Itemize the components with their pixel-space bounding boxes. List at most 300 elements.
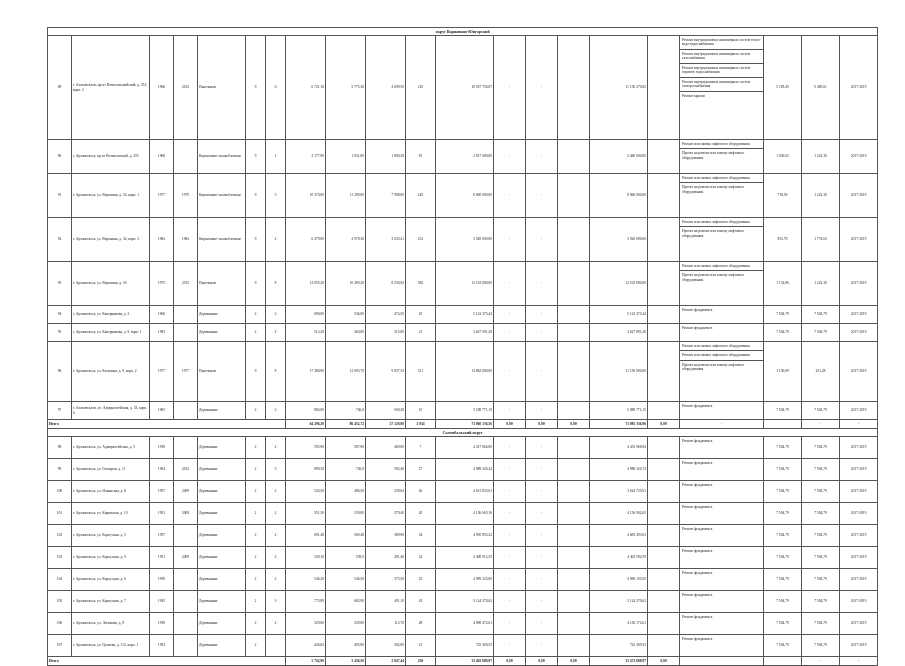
work-list — [680, 262, 763, 284]
fund-cell — [558, 36, 590, 140]
repair-year-cell — [174, 306, 198, 324]
unit-sum — [764, 420, 802, 429]
fund-cell: - — [526, 591, 558, 613]
work-item: Ремонт фундамента — [682, 461, 713, 465]
total-area-cell: 899,30 — [286, 459, 326, 481]
owner-funds-cell: 4 402 592,59 — [590, 547, 648, 569]
unit-cost-cell: 853,70 — [764, 218, 802, 262]
work-list — [680, 342, 763, 374]
cost-cell: 5 123 375,44 — [436, 306, 494, 324]
floors-cell: 9 — [246, 218, 266, 262]
wall-material-cell: Панельные — [198, 262, 246, 306]
row-number: 90 — [48, 140, 72, 174]
fund-cell: - — [494, 262, 526, 306]
unit-cost-cell: 7 504,79 — [764, 613, 802, 635]
work-types-cell — [680, 613, 764, 635]
address-cell: г. Архангельск, ул. Логинова, д. 8 — [72, 613, 150, 635]
period-cell: 2017-2019 — [840, 635, 878, 657]
work-item: Ремонт фундамента — [682, 308, 713, 312]
period-cell: 2017-2019 — [840, 36, 878, 140]
work-types-cell — [680, 36, 764, 140]
table-row — [48, 635, 878, 657]
total-area-cell: 329,60 — [286, 613, 326, 635]
fund-cell — [648, 306, 680, 324]
entrances-cell: 2 — [266, 613, 286, 635]
private-area-cell: 375,50 — [366, 569, 406, 591]
fund-cell: - — [526, 547, 558, 569]
wall-material-cell: Деревянные — [198, 547, 246, 569]
unit-cost-cell: 1 152,86 — [764, 262, 802, 306]
work-list — [680, 324, 763, 332]
row-number: 107 — [48, 635, 72, 657]
living-area-cell: 569,40 — [326, 525, 366, 547]
build-year-cell: 1939 — [150, 613, 174, 635]
work-types-cell — [680, 342, 764, 402]
address-cell: г. Архангельск, ул. Адмиралтейская, д. 5 — [72, 437, 150, 459]
fund-cell — [648, 569, 680, 591]
repair-year-cell — [174, 324, 198, 342]
build-year-cell: 1957 — [150, 481, 174, 503]
limit-cost-cell: 1 222,30 — [802, 262, 840, 306]
period-cell: 2017-2019 — [840, 218, 878, 262]
fund-cell — [648, 525, 680, 547]
floors-cell: 2 — [246, 324, 266, 342]
wall-material-cell: Деревянные — [198, 569, 246, 591]
work-item: Проект на ремонт или замену лифтового оборудования — [682, 362, 745, 372]
fund-cell — [648, 262, 680, 306]
residents-cell: 10 — [406, 402, 436, 420]
repair-year-cell: 2009 — [174, 547, 198, 569]
build-year-cell: 1951 — [150, 503, 174, 525]
unit-cost-cell: 7 504,79 — [764, 459, 802, 481]
fund-cell — [558, 547, 590, 569]
work-types-cell — [680, 569, 764, 591]
fund-cell — [648, 635, 680, 657]
build-year-cell: 1983 — [150, 324, 174, 342]
work-item: Ремонт фундамента — [682, 483, 713, 487]
fund-cell — [648, 591, 680, 613]
fund-cell — [558, 174, 590, 218]
unit-cost-cell: 7 504,79 — [764, 324, 802, 342]
repair-year-cell: 1977 — [174, 342, 198, 402]
work-item: Ремонт фундамента — [682, 439, 713, 443]
entrances-cell: 2 — [266, 503, 286, 525]
wall-material-cell: Деревянные — [198, 503, 246, 525]
private-area-cell: 279,40 — [366, 503, 406, 525]
unit-sum — [764, 657, 802, 666]
floors-cell: 2 — [246, 635, 266, 657]
fund-cell: - — [526, 503, 558, 525]
work-list — [680, 569, 763, 577]
private-area-cell: 1 800,30 — [366, 140, 406, 174]
row-number: 93 — [48, 262, 72, 306]
fund-cell — [648, 324, 680, 342]
fund-cell — [558, 503, 590, 525]
floors-cell: 2 — [246, 459, 266, 481]
table-row — [48, 613, 878, 635]
period-cell: 2017-2019 — [840, 324, 878, 342]
table-row — [48, 324, 878, 342]
fund-cell — [648, 613, 680, 635]
floors-cell: 2 — [246, 402, 266, 420]
row-number: 89 — [48, 36, 72, 140]
limit-cost-cell: 7 504,79 — [802, 324, 840, 342]
work-sum: - — [680, 420, 764, 429]
work-item: Ремонт внутридомовых инженерных систем газоснабжения — [680, 49, 763, 63]
total-area-cell: 690,00 — [286, 306, 326, 324]
living-area-cell: 746,0 — [326, 402, 366, 420]
table-row — [48, 437, 878, 459]
fund-sum: 0,00 — [526, 657, 558, 666]
work-item: Ремонт или замена лифтового оборудования — [680, 174, 763, 183]
build-year-cell: 1951 — [150, 547, 174, 569]
wall-material-cell: Панельные — [198, 36, 246, 140]
residents-cell: 21 — [406, 324, 436, 342]
entrances-cell: 2 — [266, 306, 286, 324]
period-cell: 2017-2019 — [840, 459, 878, 481]
period-cell: 2017-2019 — [840, 140, 878, 174]
table-row — [48, 140, 878, 174]
repair-year-cell: 1982 — [174, 218, 198, 262]
address-cell: г. Архангельск, ул. Корпусная, д. 5 — [72, 525, 150, 547]
wall-material-cell: Панельные — [198, 342, 246, 402]
fund-cell — [558, 525, 590, 547]
owner-funds-cell: 5 088 771,15 — [590, 402, 648, 420]
cost-cell: 10 937 756,87 — [436, 36, 494, 140]
work-list — [680, 140, 763, 162]
residents-cell: 511 — [406, 342, 436, 402]
living-area-sum: 86 452,72 — [326, 420, 366, 429]
table-row — [48, 569, 878, 591]
total-area-cell: 512,20 — [286, 324, 326, 342]
work-list — [680, 613, 763, 621]
repair-year-cell — [174, 402, 198, 420]
fund-cell: - — [526, 569, 558, 591]
residents-cell: 34 — [406, 525, 436, 547]
address-cell: г. Архангельск, ул. Корпусная, д. 7 — [72, 591, 150, 613]
cost-cell: 8 060 000,00 — [436, 174, 494, 218]
floors-cell: 9 — [246, 174, 266, 218]
fund-cell — [558, 613, 590, 635]
work-item: Ремонт или замена лифтового оборудования — [680, 351, 763, 360]
row-number: 99 — [48, 459, 72, 481]
total-area-cell: 773,89 — [286, 591, 326, 613]
total-area-cell: 13 055,20 — [286, 262, 326, 306]
fund-cell: - — [494, 613, 526, 635]
total-area-cell: 6 721,10 — [286, 36, 326, 140]
residents-cell: 81 — [406, 140, 436, 174]
period-cell: 2017-2019 — [840, 613, 878, 635]
total-area-cell: 10 370,00 — [286, 174, 326, 218]
build-year-cell: 1966 — [150, 36, 174, 140]
owner-funds-cell: 725 369,53 — [590, 635, 648, 657]
entrances-cell: 3 — [266, 459, 286, 481]
section-title: округ Варнавино-Юнгорский — [48, 28, 878, 36]
work-types-cell — [680, 218, 764, 262]
cost-cell: 4 099 225,00 — [436, 569, 494, 591]
fund-cell: - — [494, 140, 526, 174]
build-year-cell: 1939 — [150, 437, 174, 459]
total-label: Итого — [48, 420, 286, 429]
wall-material-cell: Деревянные — [198, 481, 246, 503]
work-item: Ремонт крыши — [682, 93, 705, 98]
table-row — [48, 481, 878, 503]
fund-cell — [558, 262, 590, 306]
cost-cell: 5 188 771,15 — [436, 402, 494, 420]
address-cell: г. Архангельск, ул. Воронина, д. 33 — [72, 262, 150, 306]
total-area-cell: 546,20 — [286, 569, 326, 591]
work-list — [680, 481, 763, 489]
residents-cell: 20 — [406, 503, 436, 525]
work-list — [680, 306, 763, 314]
residents-cell: 25 — [406, 306, 436, 324]
build-year-cell: 1959 — [150, 569, 174, 591]
cost-cell: 2 817 000,00 — [436, 140, 494, 174]
living-area-cell: 405,80 — [326, 635, 366, 657]
fund-cell: - — [494, 342, 526, 402]
living-area-cell: 5 775,30 — [326, 36, 366, 140]
limit-cost-cell: 7 504,79 — [802, 503, 840, 525]
work-types-cell — [680, 481, 764, 503]
total-label: Итого — [48, 657, 286, 666]
limit-cost-cell: 1 774,63 — [802, 218, 840, 262]
work-item: Проект на ремонт или замену лифтового оборудования — [682, 185, 745, 194]
cost-sum: 33 402 689,97 — [436, 657, 494, 666]
repair-year-cell — [174, 613, 198, 635]
period-cell: 2017-2019 — [840, 547, 878, 569]
period-cell: 2017-2019 — [840, 342, 878, 402]
row-number: 97 — [48, 402, 72, 420]
build-year-cell: 1964 — [150, 459, 174, 481]
fund-cell: - — [494, 174, 526, 218]
address-cell: г. Архангельск, ул. Воронина, д. 32, корп. 3 — [72, 218, 150, 262]
work-item: Ремонт внутридомовых инженерных систем электроснабжения — [680, 77, 763, 91]
fund-cell: - — [494, 437, 526, 459]
fund-cell: - — [494, 36, 526, 140]
owner-funds-cell: 4 130 172,61 — [590, 613, 648, 635]
entrances-cell: 6 — [266, 36, 286, 140]
fund-cell: - — [494, 547, 526, 569]
address-cell: г. Архангельск, ул. Громова, д. 112, корп. 1 — [72, 635, 150, 657]
fund-cell — [558, 569, 590, 591]
fund-cell — [558, 591, 590, 613]
private-area-sum: 27 120,00 — [366, 420, 406, 429]
limit-cost-cell: 251,28 — [802, 342, 840, 402]
private-area-cell: 112,70 — [366, 613, 406, 635]
row-number: 98 — [48, 437, 72, 459]
work-list — [680, 36, 763, 100]
total-area-cell: 426,62 — [286, 635, 326, 657]
residents-cell: 21 — [406, 635, 436, 657]
repair-year-cell — [174, 635, 198, 657]
row-number: 104 — [48, 569, 72, 591]
unit-cost-cell: 718,50 — [764, 174, 802, 218]
section-title: Соломбальский округ — [48, 429, 878, 437]
living-area-cell: 1 931,80 — [326, 140, 366, 174]
work-list — [680, 174, 763, 196]
housing-repair-table — [47, 27, 878, 666]
repair-year-cell — [174, 525, 198, 547]
work-types-cell — [680, 459, 764, 481]
entrances-cell: 2 — [266, 402, 286, 420]
entrances-cell: 3 — [266, 174, 286, 218]
cost-cell: 4 908 472,61 — [436, 613, 494, 635]
unit-cost-cell: 7 504,79 — [764, 437, 802, 459]
work-list — [680, 591, 763, 599]
fund-cell: - — [526, 635, 558, 657]
private-area-cell: 474,50 — [366, 306, 406, 324]
owner-funds-cell: 4 136 902,65 — [590, 503, 648, 525]
row-number: 106 — [48, 613, 72, 635]
owner-funds-cell: 4 988 326,74 — [590, 459, 648, 481]
living-area-cell: 4 978,30 — [326, 218, 366, 262]
entrances-cell: 2 — [266, 525, 286, 547]
document-sheet — [47, 27, 877, 666]
cost-cell: 12 102 000,00 — [436, 262, 494, 306]
living-area-cell: 587,90 — [326, 437, 366, 459]
period-cell: 2017-2019 — [840, 437, 878, 459]
floors-cell: 9 — [246, 36, 266, 140]
private-area-cell: 281,40 — [366, 547, 406, 569]
work-item: Ремонт фундамента — [682, 505, 713, 509]
floors-cell: 2 — [246, 503, 266, 525]
fund-cell — [558, 342, 590, 402]
unit-cost-cell: 7 504,79 — [764, 547, 802, 569]
build-year-cell: 1945 — [150, 591, 174, 613]
residents-cell: 245 — [406, 174, 436, 218]
work-item: Проект на ремонт или замену лифтового оборудования — [682, 229, 745, 238]
work-types-cell — [680, 306, 764, 324]
fund-cell — [558, 635, 590, 657]
table-row — [48, 525, 878, 547]
living-area-cell: 746,0 — [326, 459, 366, 481]
fund-cell: - — [526, 140, 558, 174]
residents-sum: 256 — [406, 657, 436, 666]
table-row — [48, 402, 878, 420]
entrances-cell: 2 — [266, 569, 286, 591]
floors-cell: 2 — [246, 525, 266, 547]
limit-cost-cell: 7 504,79 — [802, 613, 840, 635]
work-item: Ремонт внутридомовых инженерных систем горячего водоснабжения — [680, 63, 763, 77]
fund-cell: - — [494, 402, 526, 420]
work-item: Ремонт фундамента — [682, 549, 713, 553]
build-year-cell: 1957 — [150, 525, 174, 547]
fund-cell: - — [494, 306, 526, 324]
cost-cell: 725 369,53 — [436, 635, 494, 657]
floors-cell: 2 — [246, 569, 266, 591]
total-area-cell: 884,00 — [286, 402, 326, 420]
entrances-cell — [266, 635, 286, 657]
period-cell: 2017-2019 — [840, 174, 878, 218]
unit-cost-cell: 7 504,79 — [764, 591, 802, 613]
limit-cost-cell: 7 504,79 — [802, 635, 840, 657]
fund-cell: - — [526, 459, 558, 481]
limit-cost-cell: 1 222,30 — [802, 140, 840, 174]
wall-material-cell: Деревянные — [198, 635, 246, 657]
private-area-cell: 4 699,50 — [366, 36, 406, 140]
fund-cell — [648, 459, 680, 481]
owner-funds-cell: 2 460 000,00 — [590, 140, 648, 174]
private-area-cell: 9 837,33 — [366, 342, 406, 402]
entrances-cell: 2 — [266, 547, 286, 569]
section-header — [48, 28, 878, 36]
owner-funds-cell: 4 605 493,63 — [590, 525, 648, 547]
cost-cell: 4 417 064,00 — [436, 437, 494, 459]
residents-cell: 25 — [406, 569, 436, 591]
fund-cell — [648, 402, 680, 420]
cost-cell: 3 627 091,20 — [436, 324, 494, 342]
fund-cell: - — [494, 481, 526, 503]
work-types-cell — [680, 591, 764, 613]
table-row — [48, 36, 878, 140]
work-types-cell — [680, 324, 764, 342]
address-cell: г. Архангельск, ул. Ильинская, д. 8 — [72, 481, 150, 503]
work-types-cell — [680, 262, 764, 306]
wall-material-cell: Деревянные — [198, 525, 246, 547]
cost-cell: 4 651 833,61 — [436, 481, 494, 503]
row-number: 100 — [48, 481, 72, 503]
floors-cell: 2 — [246, 481, 266, 503]
fund-cell — [558, 306, 590, 324]
work-list — [680, 503, 763, 511]
unit-cost-cell: 7 504,79 — [764, 402, 802, 420]
address-cell: г. Алаповсклов, пр-кт Вознесенскийский, д. 251, корп. 2 — [72, 36, 150, 140]
work-list — [680, 525, 763, 533]
work-list — [680, 635, 763, 643]
build-year-cell: 1960 — [150, 306, 174, 324]
work-sum — [680, 657, 764, 666]
work-item: Ремонт фундамента — [682, 571, 713, 575]
floors-cell: 2 — [246, 613, 266, 635]
living-area-cell: 682,90 — [326, 591, 366, 613]
table-row — [48, 591, 878, 613]
limit-cost-cell: 7 504,79 — [802, 402, 840, 420]
living-area-cell: 13 693,70 — [326, 342, 366, 402]
fund-cell — [648, 36, 680, 140]
fund-cell: - — [494, 569, 526, 591]
address-cell: г. Архангельск, ул. Гончаров, д. 11 — [72, 459, 150, 481]
address-cell: г. Архангельск, ул. Корпусная, д. 9 — [72, 547, 150, 569]
cost-cell: 13 862 000,00 — [436, 342, 494, 402]
limit-cost-cell: 7 504,79 — [802, 437, 840, 459]
fund-cell — [558, 459, 590, 481]
limit-cost-cell: 7 504,79 — [802, 525, 840, 547]
work-item: Ремонт или замена лифтового оборудования — [680, 218, 763, 227]
row-number: 96 — [48, 342, 72, 402]
limit-cost-cell: 7 504,79 — [802, 481, 840, 503]
row-number: 91 — [48, 174, 72, 218]
residents-cell: 231 — [406, 218, 436, 262]
fund-sum: 0,00 — [558, 420, 590, 429]
private-area-cell: 491,10 — [366, 591, 406, 613]
floors-cell: 2 — [246, 437, 266, 459]
floors-cell: 9 — [246, 262, 266, 306]
build-year-cell: 1975 — [150, 262, 174, 306]
living-area-cell: 486,50 — [326, 481, 366, 503]
owner-funds-sum: 33 472 688,97 — [590, 657, 648, 666]
owner-funds-cell: 12 103 000,00 — [590, 262, 648, 306]
fund-cell: - — [494, 503, 526, 525]
repair-year-cell: 2012 — [174, 459, 198, 481]
total-area-cell: 543,50 — [286, 481, 326, 503]
fund-cell — [648, 481, 680, 503]
cost-cell: 4 136 665,16 — [436, 503, 494, 525]
private-area-cell: 7 908,00 — [366, 174, 406, 218]
owner-funds-sum: 73 085 336,96 — [590, 420, 648, 429]
wall-material-cell: Кирпичные/ шлакоблочные — [198, 218, 246, 262]
fund-cell: - — [494, 459, 526, 481]
period-cell: 2017-2019 — [840, 503, 878, 525]
